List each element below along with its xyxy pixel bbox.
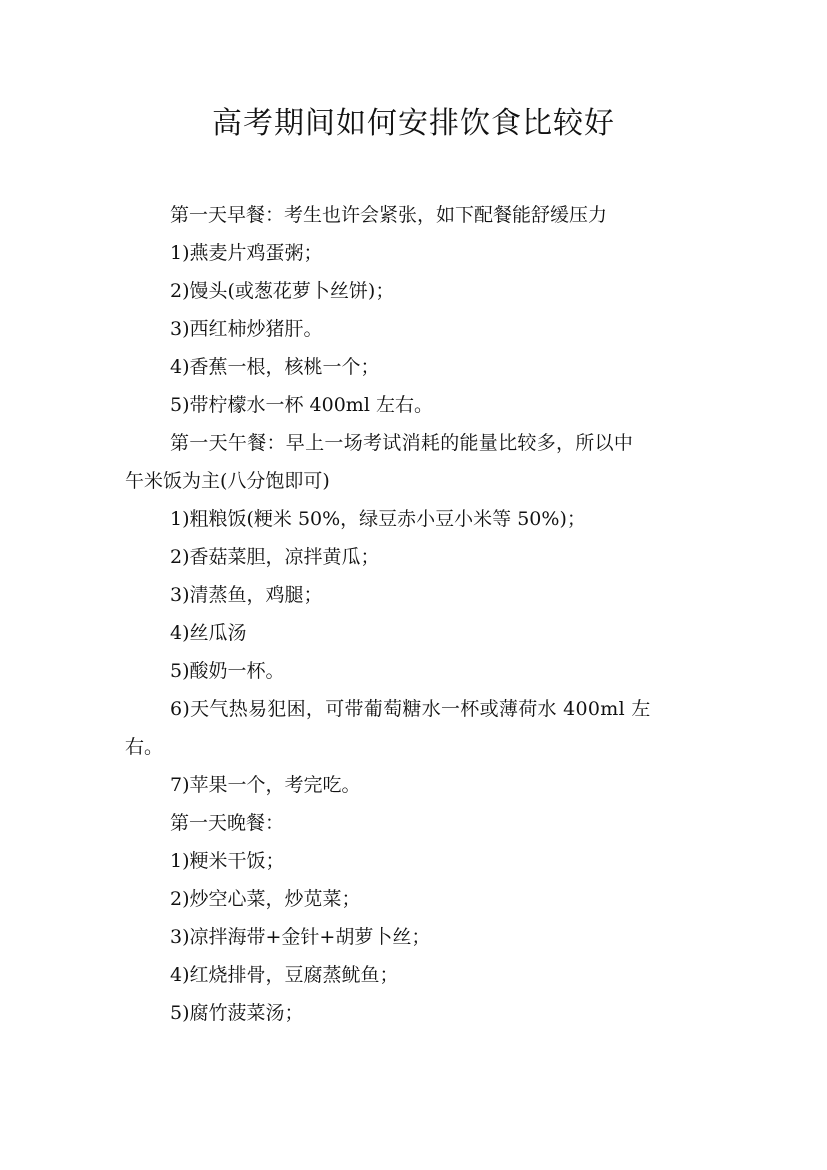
document-title: 高考期间如何安排饮食比较好 [212,106,615,141]
list-item: 2)馒头(或葱花萝卜丝饼)； [170,279,395,302]
list-item: 3)清蒸鱼，鸡腿； [170,583,323,606]
list-item: 4)香蕉一根，核桃一个； [170,355,380,378]
list-item: 2)香菇菜胆，凉拌黄瓜； [170,545,380,568]
list-item: 3)西红柿炒猪肝。 [170,317,323,340]
list-item: 5)酸奶一杯。 [170,659,285,682]
list-item: 7)苹果一个，考完吃。 [170,773,361,796]
list-item: 2)炒空心菜，炒苋菜； [170,887,361,910]
list-item: 1)燕麦片鸡蛋粥； [170,241,323,264]
section-heading-dinner: 第一天晚餐： [170,811,285,834]
list-item: 1)粗粮饭(粳米 50%，绿豆赤小豆小米等 50%)； [170,507,586,530]
list-item: 1)粳米干饭； [170,849,285,872]
list-item: 4)红烧排骨，豆腐蒸鱿鱼； [170,963,399,986]
list-item: 4)丝瓜汤 [170,621,247,644]
list-item-continued: 右。 [125,735,164,758]
list-item: 5)腐竹菠菜汤； [170,1001,304,1024]
section-heading-lunch-continued: 午米饭为主(八分饱即可) [125,469,330,492]
document-body [125,196,710,1032]
list-item: 6)天气热易犯困，可带葡萄糖水一杯或薄荷水 400ml 左 [170,697,651,720]
section-heading-breakfast: 第一天早餐：考生也许会紧张，如下配餐能舒缓压力 [170,203,608,226]
list-item: 3)凉拌海带+金针+胡萝卜丝； [170,925,431,948]
section-heading-lunch: 第一天午餐：早上一场考试消耗的能量比较多，所以中 [170,431,634,454]
list-item: 5)带柠檬水一杯 400ml 左右。 [170,393,433,416]
